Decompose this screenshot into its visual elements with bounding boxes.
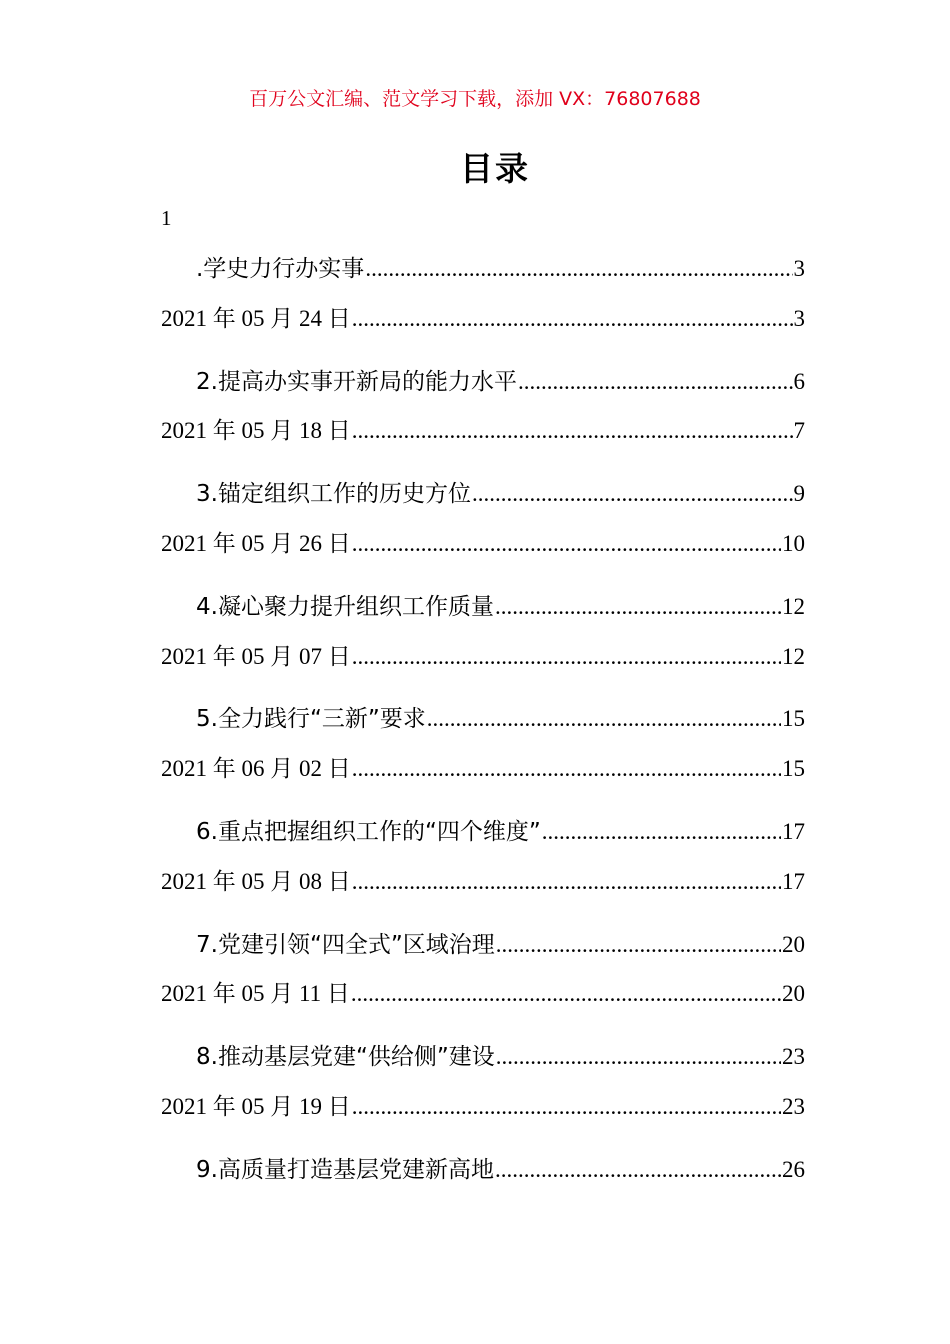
- toc-entry-title[interactable]: [196, 478, 805, 510]
- dot-leader: [352, 528, 781, 560]
- toc-entry-date-text: 2021 年 05 月 26 日: [161, 531, 351, 556]
- toc-page-number: 23: [782, 1044, 805, 1069]
- toc-entry-title[interactable]: [196, 253, 805, 285]
- dot-leader: [352, 753, 781, 785]
- dot-leader: [352, 303, 793, 335]
- toc-entry-date-text: 2021 年 05 月 18 日: [161, 418, 351, 443]
- toc-page-number: 26: [782, 1157, 805, 1182]
- dot-leader: [427, 703, 781, 735]
- dot-leader: [352, 641, 781, 673]
- toc-entry-title-text: 6.重点把握组织工作的“四个维度”: [196, 819, 541, 845]
- dot-leader: [495, 1154, 781, 1186]
- dot-leader: [496, 1041, 781, 1073]
- page-title: 目录: [460, 149, 530, 188]
- toc-page-number: 17: [782, 819, 805, 844]
- toc-page-number: 17: [782, 869, 805, 894]
- toc-entry-title-text: 3.锚定组织工作的历史方位: [196, 481, 471, 507]
- toc-entry-date[interactable]: [161, 303, 805, 335]
- dot-leader: [518, 366, 793, 398]
- toc-entry-date[interactable]: [161, 866, 805, 898]
- toc-entry-date[interactable]: [161, 753, 805, 785]
- toc-page-number: 7: [793, 418, 805, 443]
- toc-entry-title-text: 8.推动基层党建“供给侧”建设: [196, 1044, 495, 1070]
- toc-entry-title-text: 9.高质量打造基层党建新高地: [196, 1157, 494, 1183]
- toc-page-number: 20: [782, 981, 805, 1006]
- toc-entry-title-text: 5.全力践行“三新”要求: [196, 706, 426, 732]
- toc-entry-date-text: 2021 年 06 月 02 日: [161, 756, 351, 781]
- toc-entry-title[interactable]: [196, 1154, 805, 1186]
- toc-entry-title[interactable]: [196, 929, 805, 961]
- toc-entry-date[interactable]: [161, 1091, 805, 1123]
- toc-page-number: 15: [782, 756, 805, 781]
- toc-entry-title-text: 2.提高办实事开新局的能力水平: [196, 369, 517, 395]
- toc-lead-number: 1: [161, 206, 172, 230]
- toc-entry-title[interactable]: [196, 366, 805, 398]
- toc-entry-title-text: 7.党建引领“四全式”区域治理: [196, 932, 495, 958]
- dot-leader: [472, 478, 793, 510]
- dot-leader: [496, 929, 781, 961]
- dot-leader: [352, 415, 793, 447]
- toc-entry-date-text: 2021 年 05 月 11 日: [161, 981, 350, 1006]
- toc-entry-date[interactable]: [161, 528, 805, 560]
- toc-entry-date-text: 2021 年 05 月 08 日: [161, 869, 351, 894]
- toc-page-number: 10: [782, 531, 805, 556]
- toc-entry-date[interactable]: [161, 415, 805, 447]
- dot-leader: [365, 253, 792, 285]
- toc-entry-title[interactable]: [196, 703, 805, 735]
- toc-entry-date[interactable]: [161, 978, 805, 1010]
- toc-page-number: 6: [793, 369, 805, 394]
- toc-entry-title[interactable]: [196, 816, 805, 848]
- watermark-banner: 百万公文汇编、范文学习下载，添加 VX：76807688: [249, 88, 701, 110]
- toc-entry-title-text: 4.凝心聚力提升组织工作质量: [196, 594, 494, 620]
- dot-leader: [495, 591, 781, 623]
- toc-page-number: 3: [793, 306, 805, 331]
- toc-page-number: 23: [782, 1094, 805, 1119]
- dot-leader: [542, 816, 781, 848]
- toc-entry-title-text: .学史力行办实事: [196, 256, 365, 282]
- toc-page-number: 9: [793, 481, 805, 506]
- toc-entry-date-text: 2021 年 05 月 19 日: [161, 1094, 351, 1119]
- toc-entry-title[interactable]: [196, 591, 805, 623]
- toc-page-number: 3: [793, 256, 805, 281]
- dot-leader: [352, 1091, 781, 1123]
- toc-entry-title[interactable]: [196, 1041, 805, 1073]
- toc-page-number: 12: [782, 644, 805, 669]
- toc-page-number: 12: [782, 594, 805, 619]
- toc-entry-date-text: 2021 年 05 月 07 日: [161, 644, 351, 669]
- toc-page-number: 20: [782, 932, 805, 957]
- toc-entry-date-text: 2021 年 05 月 24 日: [161, 306, 351, 331]
- dot-leader: [351, 978, 781, 1010]
- toc-entry-date[interactable]: [161, 641, 805, 673]
- toc-page-number: 15: [782, 706, 805, 731]
- dot-leader: [352, 866, 781, 898]
